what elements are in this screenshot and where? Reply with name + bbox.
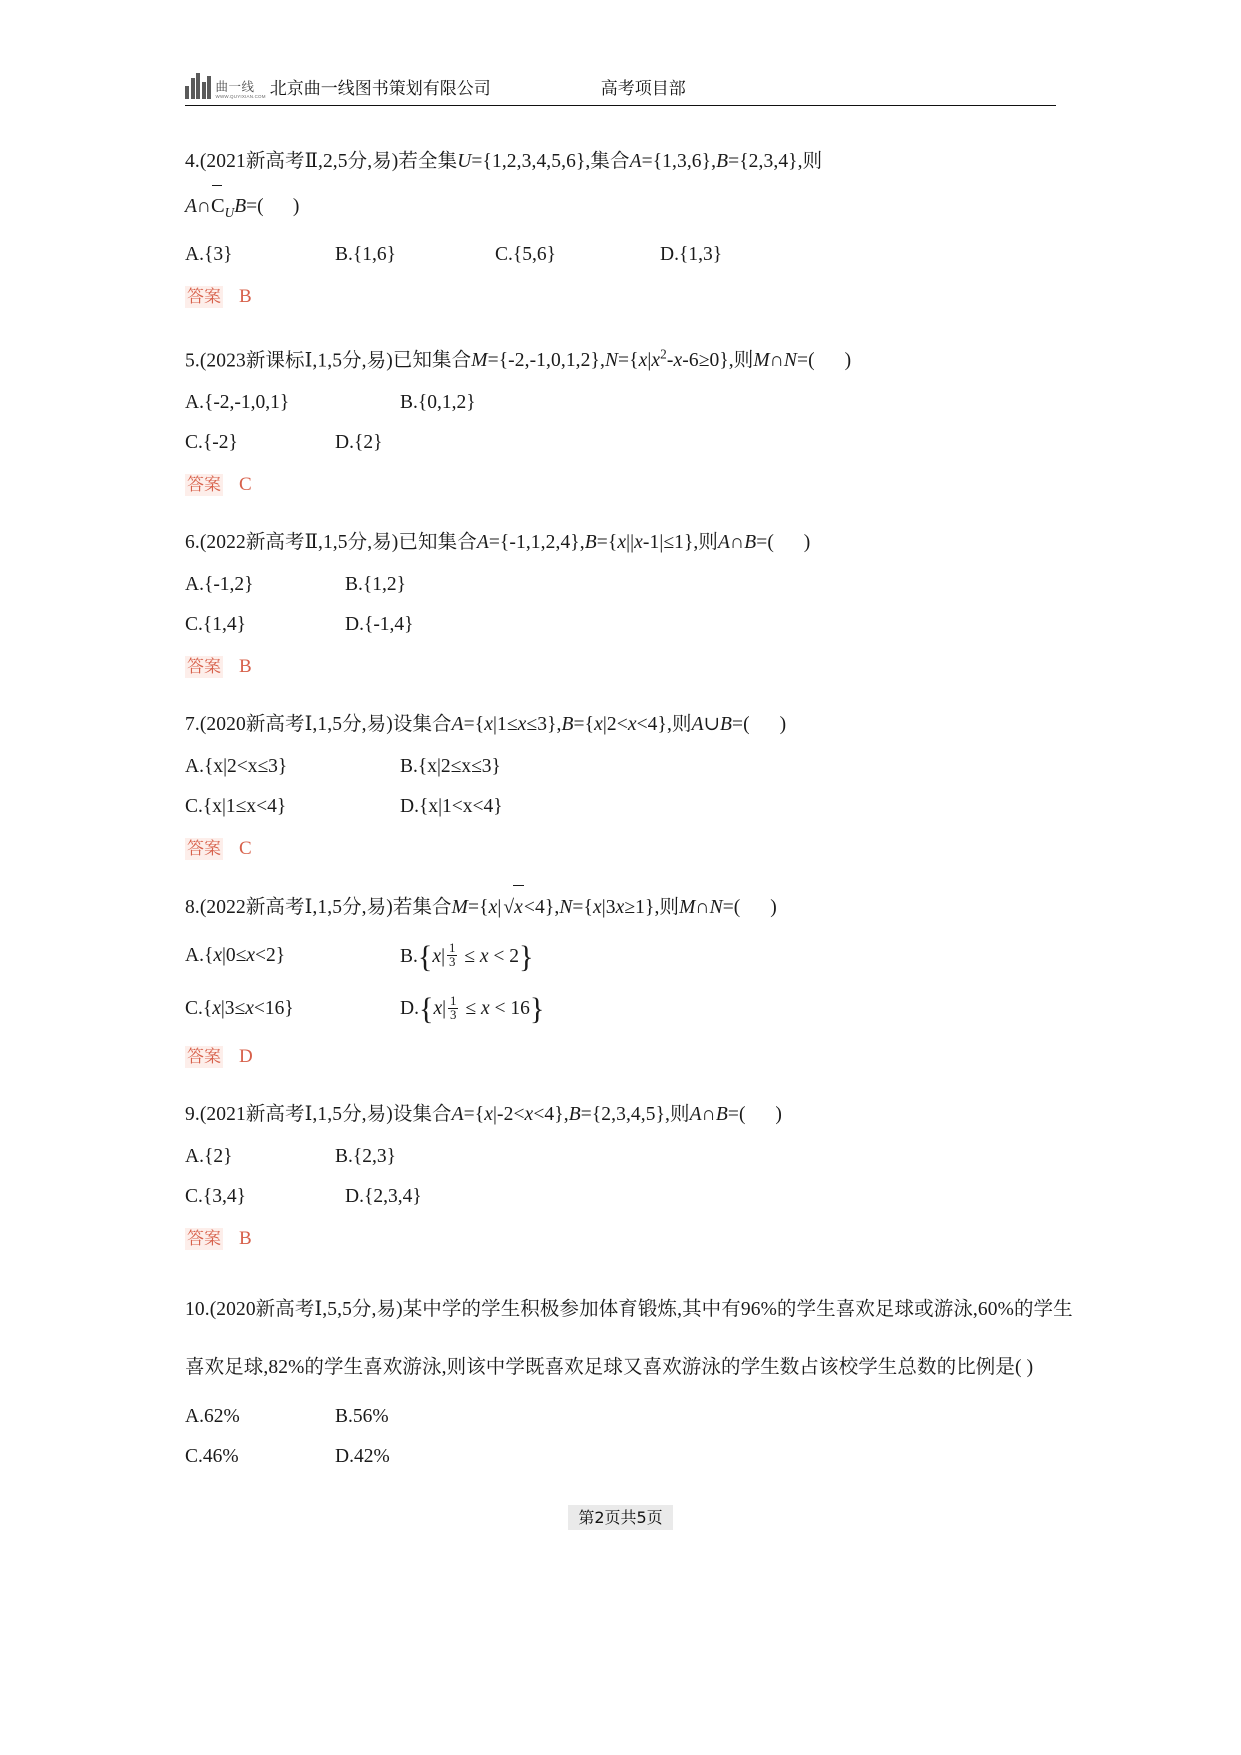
option-b[interactable]: B.{1,2} bbox=[345, 574, 406, 596]
question-text: 设集合A={x|-2<x<4},B={2,3,4,5},则A∩B=( ) bbox=[392, 1104, 782, 1126]
logo-text-en: WWW.QUYIXIAN.COM bbox=[215, 93, 266, 99]
question-options bbox=[185, 747, 1091, 827]
question-stem bbox=[185, 1281, 1091, 1397]
answer-row bbox=[185, 1219, 1091, 1259]
option-d[interactable]: D.{-1,4} bbox=[345, 614, 414, 636]
option-c[interactable]: C.{5,6} bbox=[495, 243, 556, 265]
header-company-name: 北京曲一线图书策划有限公司 bbox=[269, 79, 491, 99]
answer-value: B bbox=[239, 285, 252, 307]
option-c[interactable]: C.46% bbox=[185, 1446, 239, 1468]
publisher-logo-icon bbox=[185, 69, 266, 99]
page-header bbox=[185, 55, 1056, 106]
question-text: 若集合M={x| √x<4},N={x|3x≥1},则M∩N=( ) bbox=[393, 897, 777, 918]
question-text: 某中学的学生积极参加体育锻炼,其中有96%的学生喜欢足球或游泳,60%的学生喜欢足球,82%的学生喜欢游泳,则该中学既喜欢足球又喜欢游泳的学生数占该校学生总数的比例是( ) bbox=[185, 1299, 1073, 1379]
option-a[interactable]: A.{-1,2} bbox=[185, 574, 254, 596]
question-list bbox=[185, 140, 1091, 1493]
question-source: (2022新高考Ⅱ,1,5分,易) bbox=[199, 532, 399, 554]
answer-value: B bbox=[239, 1228, 252, 1250]
question-number: 10. bbox=[185, 1299, 210, 1321]
question-stem bbox=[185, 1093, 1091, 1137]
question-8 bbox=[185, 885, 1091, 1077]
answer-value: C bbox=[239, 474, 252, 496]
option-d[interactable]: D.{2,3,4} bbox=[345, 1186, 422, 1208]
question-stem bbox=[185, 333, 1091, 384]
answer-row bbox=[185, 647, 1091, 687]
question-source: (2022新高考Ⅰ,1,5分,易) bbox=[199, 897, 393, 919]
question-options bbox=[185, 565, 1091, 645]
question-number: 7. bbox=[185, 714, 200, 736]
option-c[interactable]: C.{x|3≤x<16} bbox=[185, 997, 294, 1019]
header-department: 高考项目部 bbox=[600, 79, 686, 99]
question-options bbox=[185, 235, 1091, 275]
logo-bars-icon bbox=[185, 73, 213, 99]
option-b[interactable]: B.{1,6} bbox=[335, 243, 396, 265]
answer-label: 答案 bbox=[187, 839, 221, 860]
option-c[interactable]: C.{3,4} bbox=[185, 1186, 246, 1208]
question-source: (2020新高考Ⅰ,1,5分,易) bbox=[199, 714, 393, 736]
question-text: 设集合A={x|1≤x≤3},B={x|2<x<4},则A∪B=( ) bbox=[392, 714, 787, 736]
question-stem bbox=[185, 703, 1091, 747]
option-a[interactable]: A.{3} bbox=[185, 243, 233, 265]
answer-label: 答案 bbox=[187, 1229, 221, 1250]
question-stem bbox=[185, 885, 1091, 930]
option-b[interactable]: B. { x | $\frac{1}{3}$ ≤ x < 2 } bbox=[400, 939, 534, 974]
answer-row bbox=[185, 1037, 1091, 1077]
page-number-label: 第2页共5页 bbox=[568, 1505, 672, 1530]
answer-row bbox=[185, 829, 1091, 869]
question-options bbox=[185, 383, 1091, 463]
question-text: 已知集合$M=\{-2,-1,0,1,2\},N=\{x|x^2-x-6\ge 0\}$,则M∩N=( ) bbox=[392, 346, 852, 372]
option-d[interactable]: D.{2} bbox=[335, 432, 383, 454]
square-root-icon: √x bbox=[501, 885, 524, 930]
question-4 bbox=[185, 140, 1091, 317]
question-number: 8. bbox=[185, 897, 200, 919]
question-text: 已知集合A={-1,1,2,4},B={x||x-1|≤1},则A∩B=( ) bbox=[398, 532, 811, 554]
question-options bbox=[185, 1397, 1091, 1477]
option-b[interactable]: B.56% bbox=[335, 1406, 389, 1428]
answer-label: 答案 bbox=[187, 286, 221, 307]
answer-label: 答案 bbox=[187, 1047, 221, 1068]
option-c[interactable]: C.{1,4} bbox=[185, 614, 246, 636]
question-options bbox=[185, 930, 1091, 1035]
question-9 bbox=[185, 1093, 1091, 1259]
question-10 bbox=[185, 1281, 1091, 1477]
question-options bbox=[185, 1137, 1091, 1217]
option-b[interactable]: B.{0,1,2} bbox=[400, 392, 476, 414]
answer-value: B bbox=[239, 656, 252, 678]
question-stem bbox=[185, 140, 1091, 184]
answer-value: D bbox=[239, 1046, 253, 1068]
option-a[interactable]: A.62% bbox=[185, 1406, 240, 1428]
option-c[interactable]: C.{-2} bbox=[185, 432, 238, 454]
complement-icon: C bbox=[211, 184, 225, 228]
question-source: (2021新高考Ⅰ,1,5分,易) bbox=[199, 1104, 393, 1126]
option-a[interactable]: A.{-2,-1,0,1} bbox=[185, 392, 290, 414]
question-number: 4. bbox=[185, 151, 200, 172]
logo-text-cn: 曲一线 bbox=[215, 79, 255, 94]
question-6 bbox=[185, 521, 1091, 687]
option-b[interactable]: B.{x|2≤x≤3} bbox=[400, 756, 501, 778]
option-a[interactable]: A.{x|0≤x<2} bbox=[185, 945, 286, 967]
page-footer bbox=[0, 1505, 1241, 1528]
option-b[interactable]: B.{2,3} bbox=[335, 1146, 396, 1168]
answer-row bbox=[185, 465, 1091, 505]
question-source: (2020新高考Ⅰ,5,5分,易) bbox=[209, 1299, 403, 1321]
question-source: (2021新高考Ⅱ,2,5分,易) bbox=[199, 151, 399, 172]
option-d[interactable]: D.42% bbox=[335, 1446, 390, 1468]
question-number: 5. bbox=[185, 350, 200, 372]
option-a[interactable]: A.{x|2<x≤3} bbox=[185, 756, 288, 778]
question-stem bbox=[185, 521, 1091, 565]
option-d[interactable]: D.{1,3} bbox=[660, 243, 723, 265]
question-5 bbox=[185, 333, 1091, 506]
question-7 bbox=[185, 703, 1091, 869]
option-a[interactable]: A.{2} bbox=[185, 1146, 233, 1168]
question-text: 若全集U={1,2,3,4,5,6},集合A={1,3,6},B={2,3,4},则 bbox=[398, 151, 823, 172]
answer-row bbox=[185, 277, 1091, 317]
option-d[interactable]: D.{x|1<x<4} bbox=[400, 796, 503, 818]
answer-label: 答案 bbox=[187, 657, 221, 678]
answer-label: 答案 bbox=[187, 475, 221, 496]
question-source: (2023新课标Ⅰ,1,5分,易) bbox=[199, 350, 393, 372]
question-stem-line2: $A\cap C_UB=$( ) bbox=[185, 184, 1091, 235]
option-d[interactable]: D. { x | $\frac{1}{3}$ ≤ x < 16 } bbox=[400, 992, 545, 1027]
option-c[interactable]: C.{x|1≤x<4} bbox=[185, 796, 287, 818]
question-number: 9. bbox=[185, 1104, 200, 1126]
answer-value: C bbox=[239, 838, 252, 860]
question-number: 6. bbox=[185, 532, 200, 554]
